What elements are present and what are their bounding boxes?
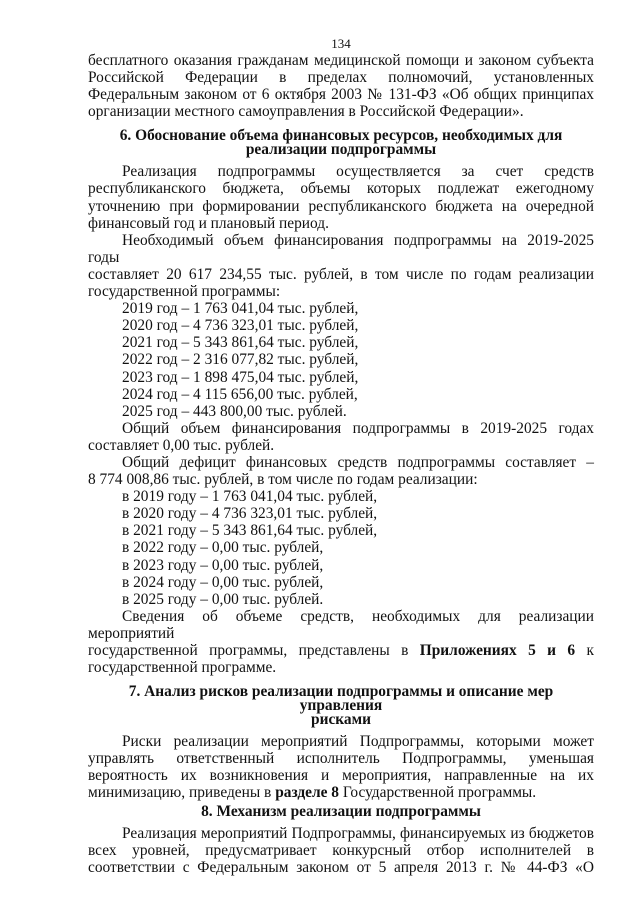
- intro-paragraph: [88, 52, 594, 120]
- heading-line: рисками: [311, 711, 371, 729]
- list-item: в 2024 году – 0,00 тыс. рублей,: [122, 573, 324, 591]
- deficit-by-year-list: [88, 488, 594, 608]
- heading-line: 6. Обоснование объема финансовых ресурсов, необходимых для: [119, 127, 563, 145]
- document-page: [88, 0, 594, 876]
- text-line: управлять ответственный исполнитель Подпрограммы, уменьшая: [88, 750, 594, 768]
- section-6-paragraph-3: [88, 420, 594, 454]
- list-item: 2025 год – 443 800,00 тыс. рублей.: [122, 402, 347, 420]
- section-7-heading: [88, 685, 594, 727]
- heading-line: 7. Анализ рисков реализации подпрограммы и описание мер управления: [128, 683, 554, 715]
- section-6-paragraph-5: [88, 608, 594, 676]
- funding-by-year-list: [88, 300, 594, 420]
- list-item: 2019 год – 1 763 041,04 тыс. рублей,: [122, 300, 359, 318]
- text-line: бесплатного оказания гражданам медицинской помощи и законом субъекта: [88, 52, 594, 69]
- text-line: Необходимый объем финансирования подпрограммы на 2019-2025 годы: [88, 231, 594, 266]
- text-line: составляет 20 617 234,55 тыс. рублей, в том числе по годам реализации: [88, 265, 594, 283]
- text-line: республиканского бюджета, объемы которых подлежат ежегодному: [88, 180, 594, 198]
- text-line: Риски реализации мероприятий Подпрограммы, которыми может: [122, 733, 594, 751]
- section-6-heading: [88, 129, 594, 157]
- section-8-heading: 8. Механизм реализации подпрограммы: [201, 802, 481, 820]
- list-item: 2021 год – 5 343 861,64 тыс. рублей,: [122, 334, 359, 352]
- text-line: всех уровней, предусматривает конкурсный отбор исполнителей в: [88, 841, 594, 859]
- text-run: государственной программы, представлены в: [88, 642, 420, 659]
- section-reference: разделе 8: [275, 784, 339, 802]
- text-line: [88, 784, 594, 801]
- list-item: 2020 год – 4 736 323,01 тыс. рублей,: [122, 317, 359, 335]
- text-line: организации местного самоуправления в Российской Федерации».: [88, 103, 524, 121]
- page-number: 134: [331, 36, 351, 51]
- heading-line: реализации подпрограммы: [245, 141, 437, 159]
- text-line: [88, 642, 594, 659]
- text-line: государственной программе.: [88, 659, 277, 677]
- list-item: в 2019 году – 1 763 041,04 тыс. рублей,: [122, 488, 378, 506]
- text-line: составляет 0,00 тыс. рублей.: [88, 436, 275, 454]
- list-item: 2023 год – 1 898 475,04 тыс. рублей,: [122, 368, 359, 386]
- text-line: Сведения об объеме средств, необходимых для реализации мероприятий: [88, 607, 594, 642]
- text-line: соответствии с Федеральным законом от 5 апреля 2013 г. № 44-ФЗ «О: [88, 858, 594, 876]
- section-7-paragraph: [88, 733, 594, 801]
- text-run: к: [575, 642, 594, 659]
- section-6-paragraph-2: [88, 232, 594, 300]
- text-line: Российской Федерации в пределах полномочий, установленных: [88, 69, 594, 87]
- text-line: Реализация подпрограммы осуществляется за счет средств: [122, 163, 594, 181]
- list-item: в 2020 году – 4 736 323,01 тыс. рублей,: [122, 505, 378, 523]
- list-item: в 2023 году – 0,00 тыс. рублей,: [122, 556, 324, 574]
- list-item: 2022 год – 2 316 077,82 тыс. рублей,: [122, 351, 359, 369]
- section-8-paragraph: [88, 825, 594, 876]
- text-line: 8 774 008,86 тыс. рублей, в том числе по годам реализации:: [88, 471, 478, 489]
- text-line: вероятность их возникновения и мероприятия, направленные на их: [88, 767, 594, 785]
- list-item: в 2021 году – 5 343 861,64 тыс. рублей,: [122, 522, 378, 540]
- section-6-paragraph-1: [88, 163, 594, 231]
- text-line: уточнению при формировании республиканского бюджета на очередной: [88, 197, 594, 215]
- appendix-reference: Приложениях 5 и 6: [419, 642, 576, 659]
- text-line: Федеральным законом от 6 октября 2003 № 131-ФЗ «Об общих принципах: [88, 86, 594, 104]
- text-run: Государственной программы.: [338, 784, 537, 802]
- section-6-paragraph-4: [88, 454, 594, 488]
- text-line: Общий дефицит финансовых средств подпрограммы составляет –: [122, 453, 594, 471]
- list-item: 2024 год – 4 115 656,00 тыс. рублей,: [122, 385, 358, 403]
- text-line: государственной программы:: [88, 283, 281, 301]
- text-line: финансовый год и плановый период.: [88, 214, 329, 232]
- list-item: в 2022 году – 0,00 тыс. рублей,: [122, 539, 324, 557]
- text-line: Общий объем финансирования подпрограммы в 2019-2025 годах: [122, 419, 594, 437]
- text-run: минимизацию, приведены в: [88, 784, 276, 802]
- list-item: в 2025 году – 0,00 тыс. рублей.: [122, 590, 324, 608]
- text-line: Реализация мероприятий Подпрограммы, финансируемых из бюджетов: [122, 824, 594, 842]
